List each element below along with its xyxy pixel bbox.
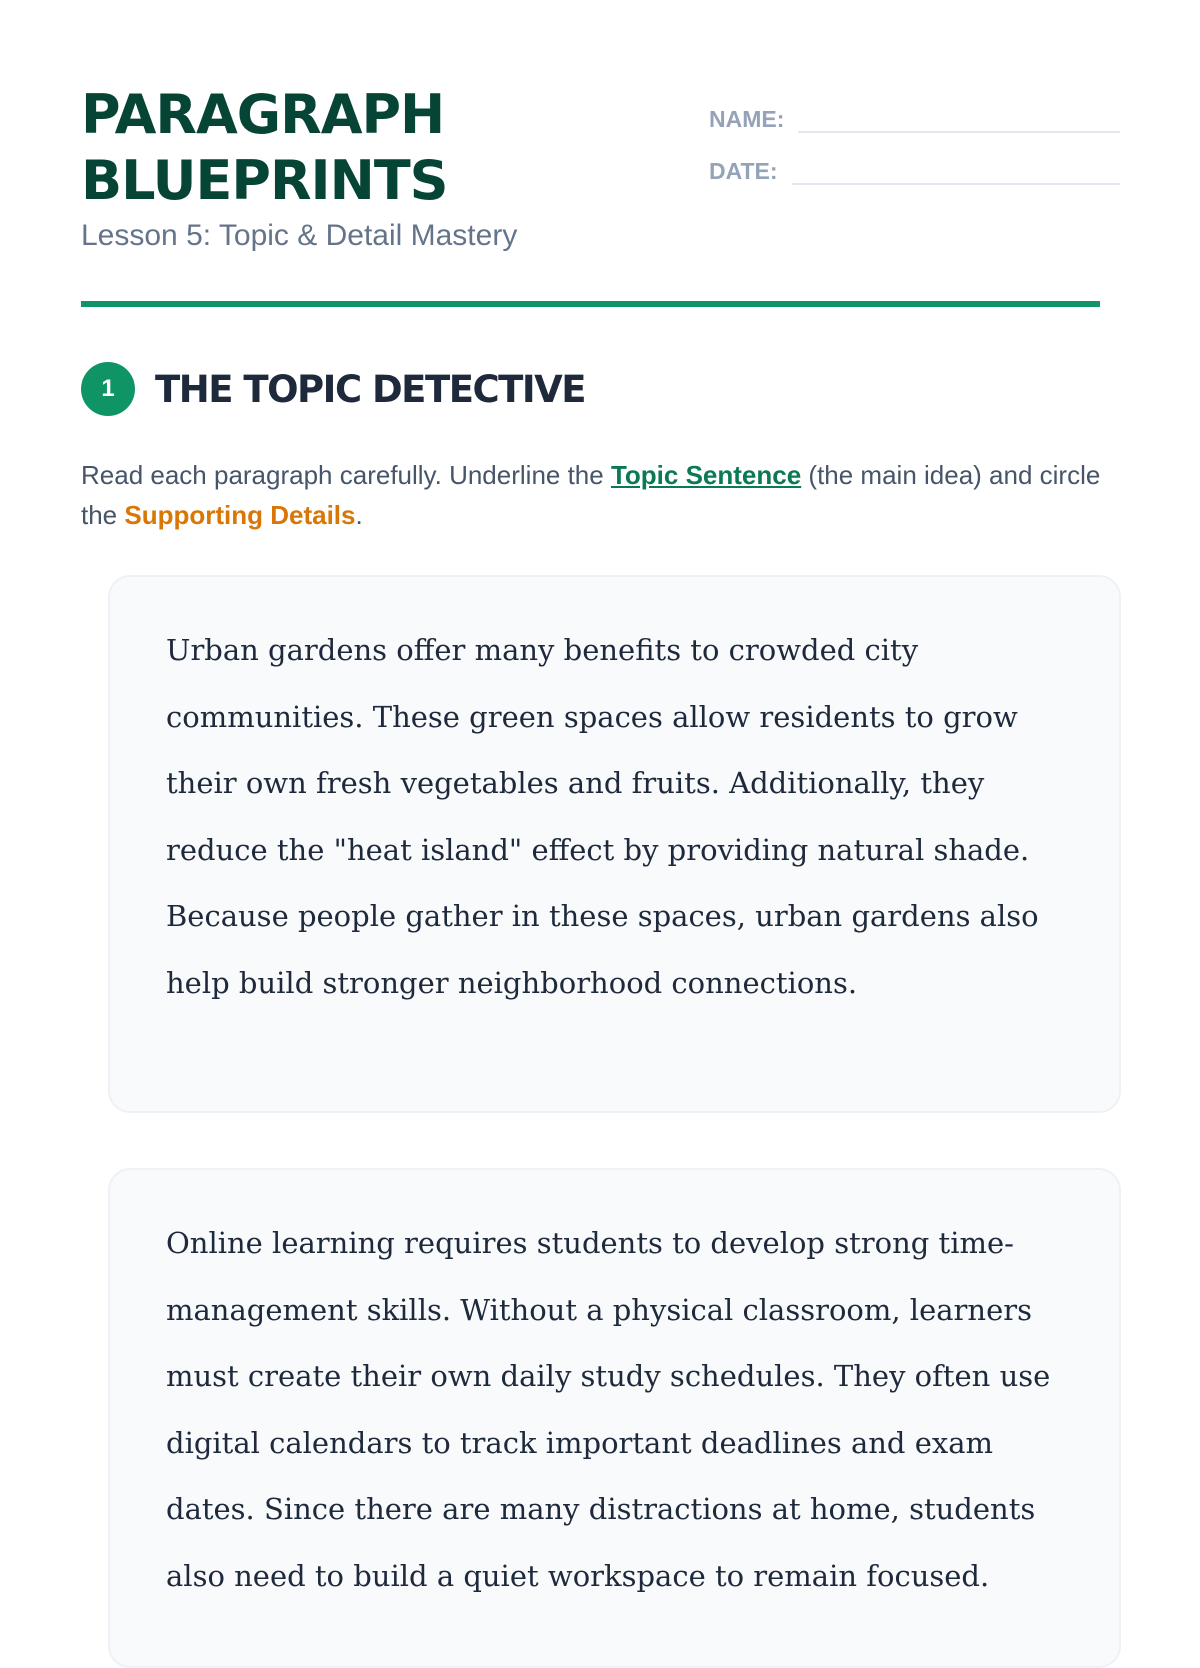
- name-label: NAME:: [709, 106, 785, 132]
- lesson-subtitle: Lesson 5: Topic & Detail Mastery: [81, 219, 518, 252]
- name-row: [709, 84, 1120, 136]
- section-instructions: [81, 455, 1121, 535]
- passage-text-2: Online learning requires students to develop strong time-management skills. Without a physical classroom, learners must create their own daily study schedules. They often use digital calendars to track important deadlines and exam dates. Since there are many distractions at home, students also need to build a quiet workspace to remain focused.: [166, 1226, 1051, 1593]
- date-label: DATE:: [709, 158, 778, 184]
- instructions-text-2: (the main idea) and circle the: [81, 460, 1101, 530]
- date-row: [709, 136, 1120, 188]
- date-field[interactable]: [792, 183, 1120, 185]
- instructions-text-3: .: [355, 500, 363, 530]
- instructions-text-1: Read each paragraph carefully. Underline the: [81, 460, 611, 490]
- worksheet-header: [81, 0, 1100, 306]
- supporting-details-term: Supporting Details: [124, 500, 356, 530]
- section-heading: [81, 362, 585, 416]
- passage-text-1: Urban gardens offer many benefits to crowded city communities. These green spaces allow residents to grow their own fresh vegetables and fruits. Additionally, they reduce the "heat island" effect by providing natural shade. Because people gather in these spaces, urban gardens also help build stronger neighborhood connections.: [166, 633, 1039, 1000]
- title-line-2: BLUEPRINTS: [81, 149, 448, 212]
- topic-sentence-term: Topic Sentence: [610, 460, 802, 490]
- section-title: THE TOPIC DETECTIVE: [155, 367, 586, 411]
- passage-card-1: [108, 575, 1121, 1113]
- section-number-badge: 1: [81, 362, 135, 416]
- header-divider: [81, 301, 1100, 307]
- passage-card-2: [108, 1168, 1121, 1668]
- name-field[interactable]: [798, 131, 1120, 133]
- worksheet-title: [81, 82, 448, 214]
- title-line-1: PARAGRAPH: [81, 83, 445, 146]
- student-info: [709, 84, 1120, 188]
